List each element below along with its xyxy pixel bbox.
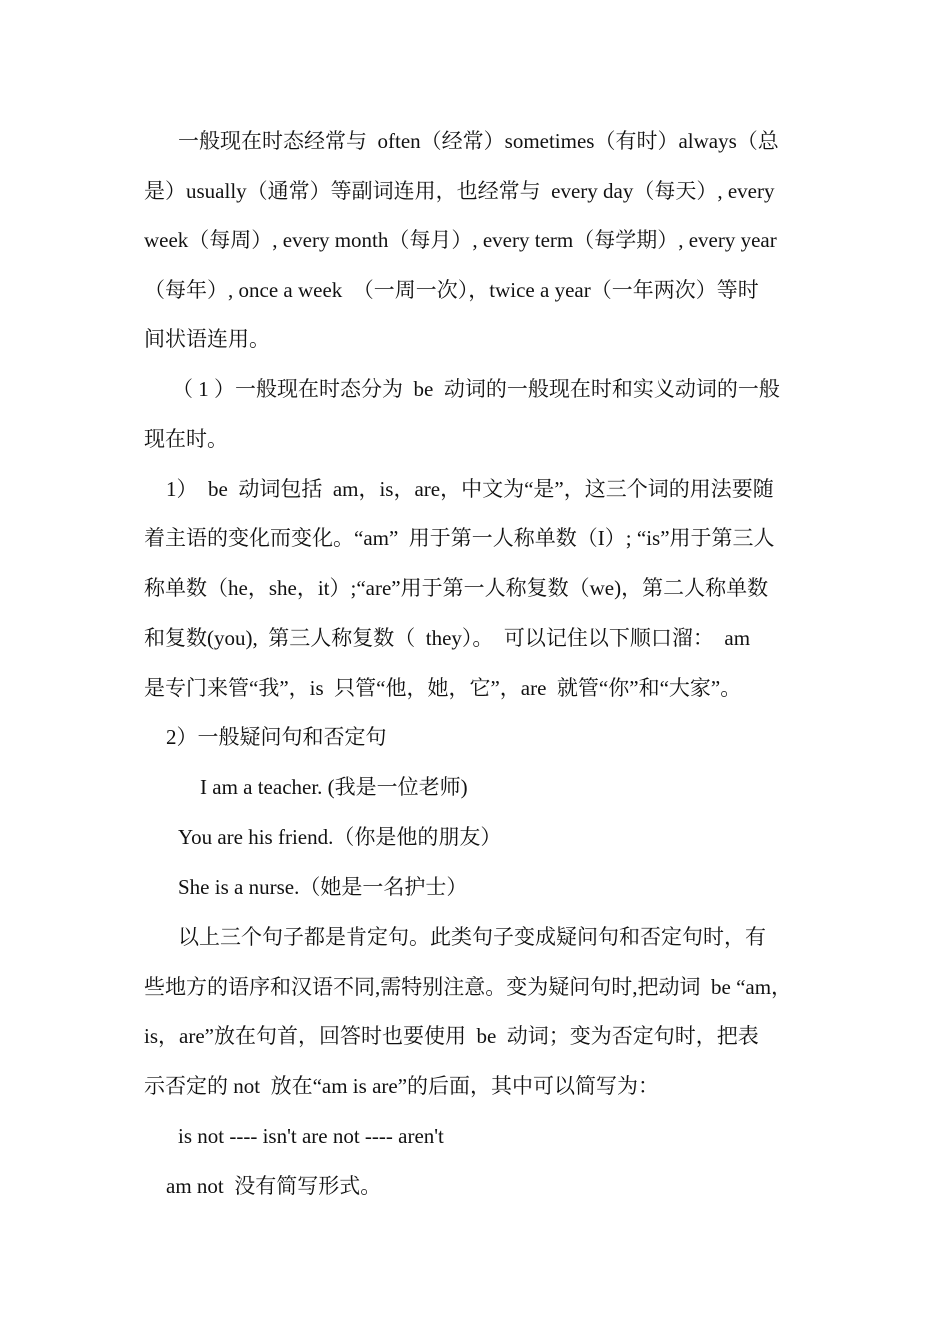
text-line: 一般现在时态经常与 often（经常）sometimes（有时）always（总	[178, 129, 779, 153]
text-line: 间状语连用。	[144, 327, 270, 351]
text-line: 现在时。	[144, 427, 228, 451]
text-line: 示否定的 not 放在“am is are”的后面，其中可以简写为：	[144, 1074, 660, 1098]
text-line: week（每周）, every month（每月）, every term（每学期）, every year	[144, 228, 777, 252]
text-line: 1） be 动词包括 am，is，are，中文为“是”，这三个词的用法要随	[166, 477, 774, 501]
text-line: 些地方的语序和汉语不同,需特别注意。变为疑问句时,把动词 be “am，	[144, 975, 793, 999]
text-line: 和复数(you), 第三人称复数（ they）。 可以记住以下顺口溜： am	[144, 626, 751, 650]
text-line: am not 没有简写形式。	[166, 1174, 382, 1198]
text-line: （ 1 ）一般现在时态分为 be 动词的一般现在时和实义动词的一般	[172, 377, 780, 401]
text-line: 着主语的变化而变化。“am” 用于第一人称单数（I）; “is”用于第三人	[144, 526, 775, 550]
text-line: 以上三个句子都是肯定句。此类句子变成疑问句和否定句时，有	[178, 925, 766, 949]
text-line: is，are”放在句首，回答时也要使用 be 动词；变为否定句时，把表	[144, 1024, 759, 1048]
text-line: 是）usually（通常）等副词连用，也经常与 every day（每天）, every	[144, 179, 775, 203]
example-sentence: I am a teacher. (我是一位老师)	[200, 775, 468, 799]
text-line: 是专门来管“我”，is 只管“他，她，它”，are 就管“你”和“大家”。	[144, 676, 742, 700]
example-sentence: She is a nurse.（她是一名护士）	[178, 875, 468, 899]
text-line: （每年）, once a week （一周一次），twice a year（一年两次）等时	[144, 278, 759, 302]
example-sentence: You are his friend.（你是他的朋友）	[178, 825, 502, 849]
text-line: is not ---- isn't are not ---- aren't	[178, 1124, 444, 1148]
text-line: 称单数（he，she，it）;“are”用于第一人称复数（we)，第二人称单数	[144, 576, 769, 600]
text-line: 2）一般疑问句和否定句	[166, 725, 387, 749]
